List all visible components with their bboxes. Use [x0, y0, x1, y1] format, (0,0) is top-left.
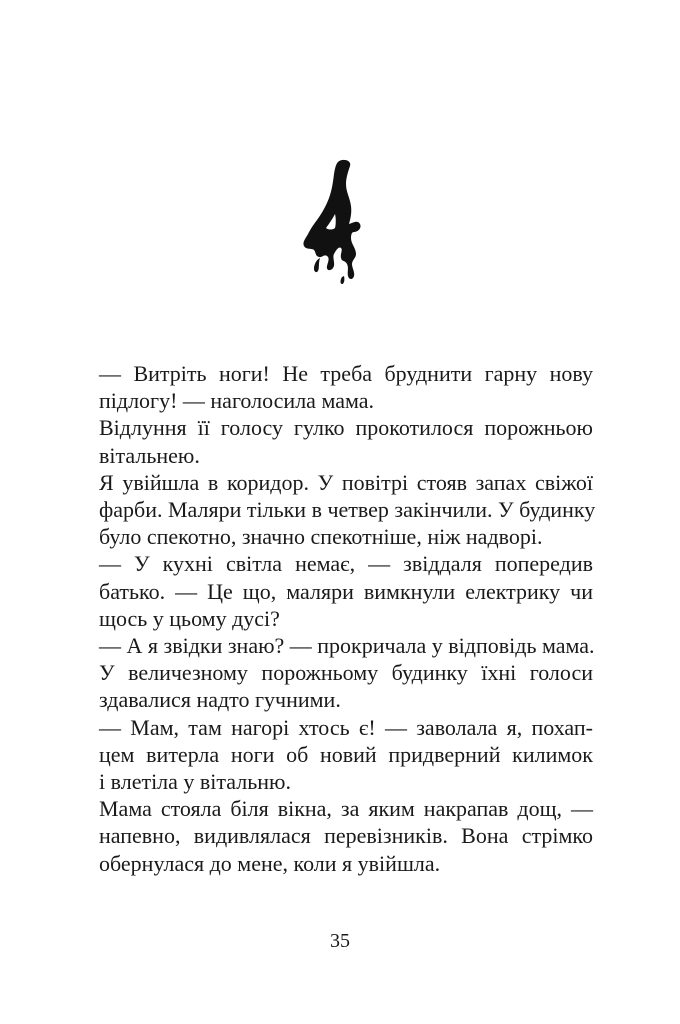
text-line: Я увійшла в коридор. У повітрі стояв запах свіжої [99, 469, 593, 495]
text-line: — А я звідки знаю? — прокричала у відповідь мама. [99, 633, 595, 659]
paragraph [99, 659, 593, 713]
text-line: батько. — Це що, маляри вимкнули електрику чи [99, 578, 593, 604]
text-line: вітальнею. [99, 442, 200, 468]
text-line: У величезному порожньому будинку їхні голоси [99, 660, 593, 686]
paragraph [99, 714, 593, 796]
paragraph [99, 469, 596, 551]
text-line: Відлуння її голосу гулко прокотилося порожньою [99, 415, 593, 441]
chapter-number-four-icon [300, 158, 370, 286]
text-line: було спекотно, значно спекотніше, ніж надворі. [99, 524, 543, 550]
text-line: Мама стояла біля вікна, за яким накрапав дощ, — [99, 796, 593, 822]
text-line: обернулася до мене, коли я увійшла. [99, 850, 441, 876]
paragraph [99, 795, 593, 877]
text-line: — Мам, там нагорі хтось є! — заволала я, похап- [99, 714, 593, 740]
text-line: щось у цьому дусі? [99, 605, 280, 631]
text-line: підлогу! — наголосила мама. [99, 388, 375, 414]
paragraph [99, 360, 593, 414]
paragraph [99, 414, 593, 468]
text-line: — У кухні світла немає, — звіддаля попередив [99, 551, 593, 577]
paragraph [99, 632, 593, 659]
body-text [99, 360, 596, 877]
text-line: здавалися надто гучними. [99, 687, 341, 713]
text-line: напевно, видивлялася перевізників. Вона стрімко [99, 823, 593, 849]
text-line: — Витріть ноги! Не треба бруднити гарну нову [99, 361, 593, 386]
page-number: 35 [330, 930, 350, 952]
text-line: фарби. Маляри тільки в четвер закінчили. У будинку [99, 497, 596, 523]
paragraph [99, 550, 593, 632]
text-line: цем витерла ноги об новий придверний килимок [99, 741, 593, 767]
text-line: і влетіла у вітальню. [99, 769, 291, 795]
